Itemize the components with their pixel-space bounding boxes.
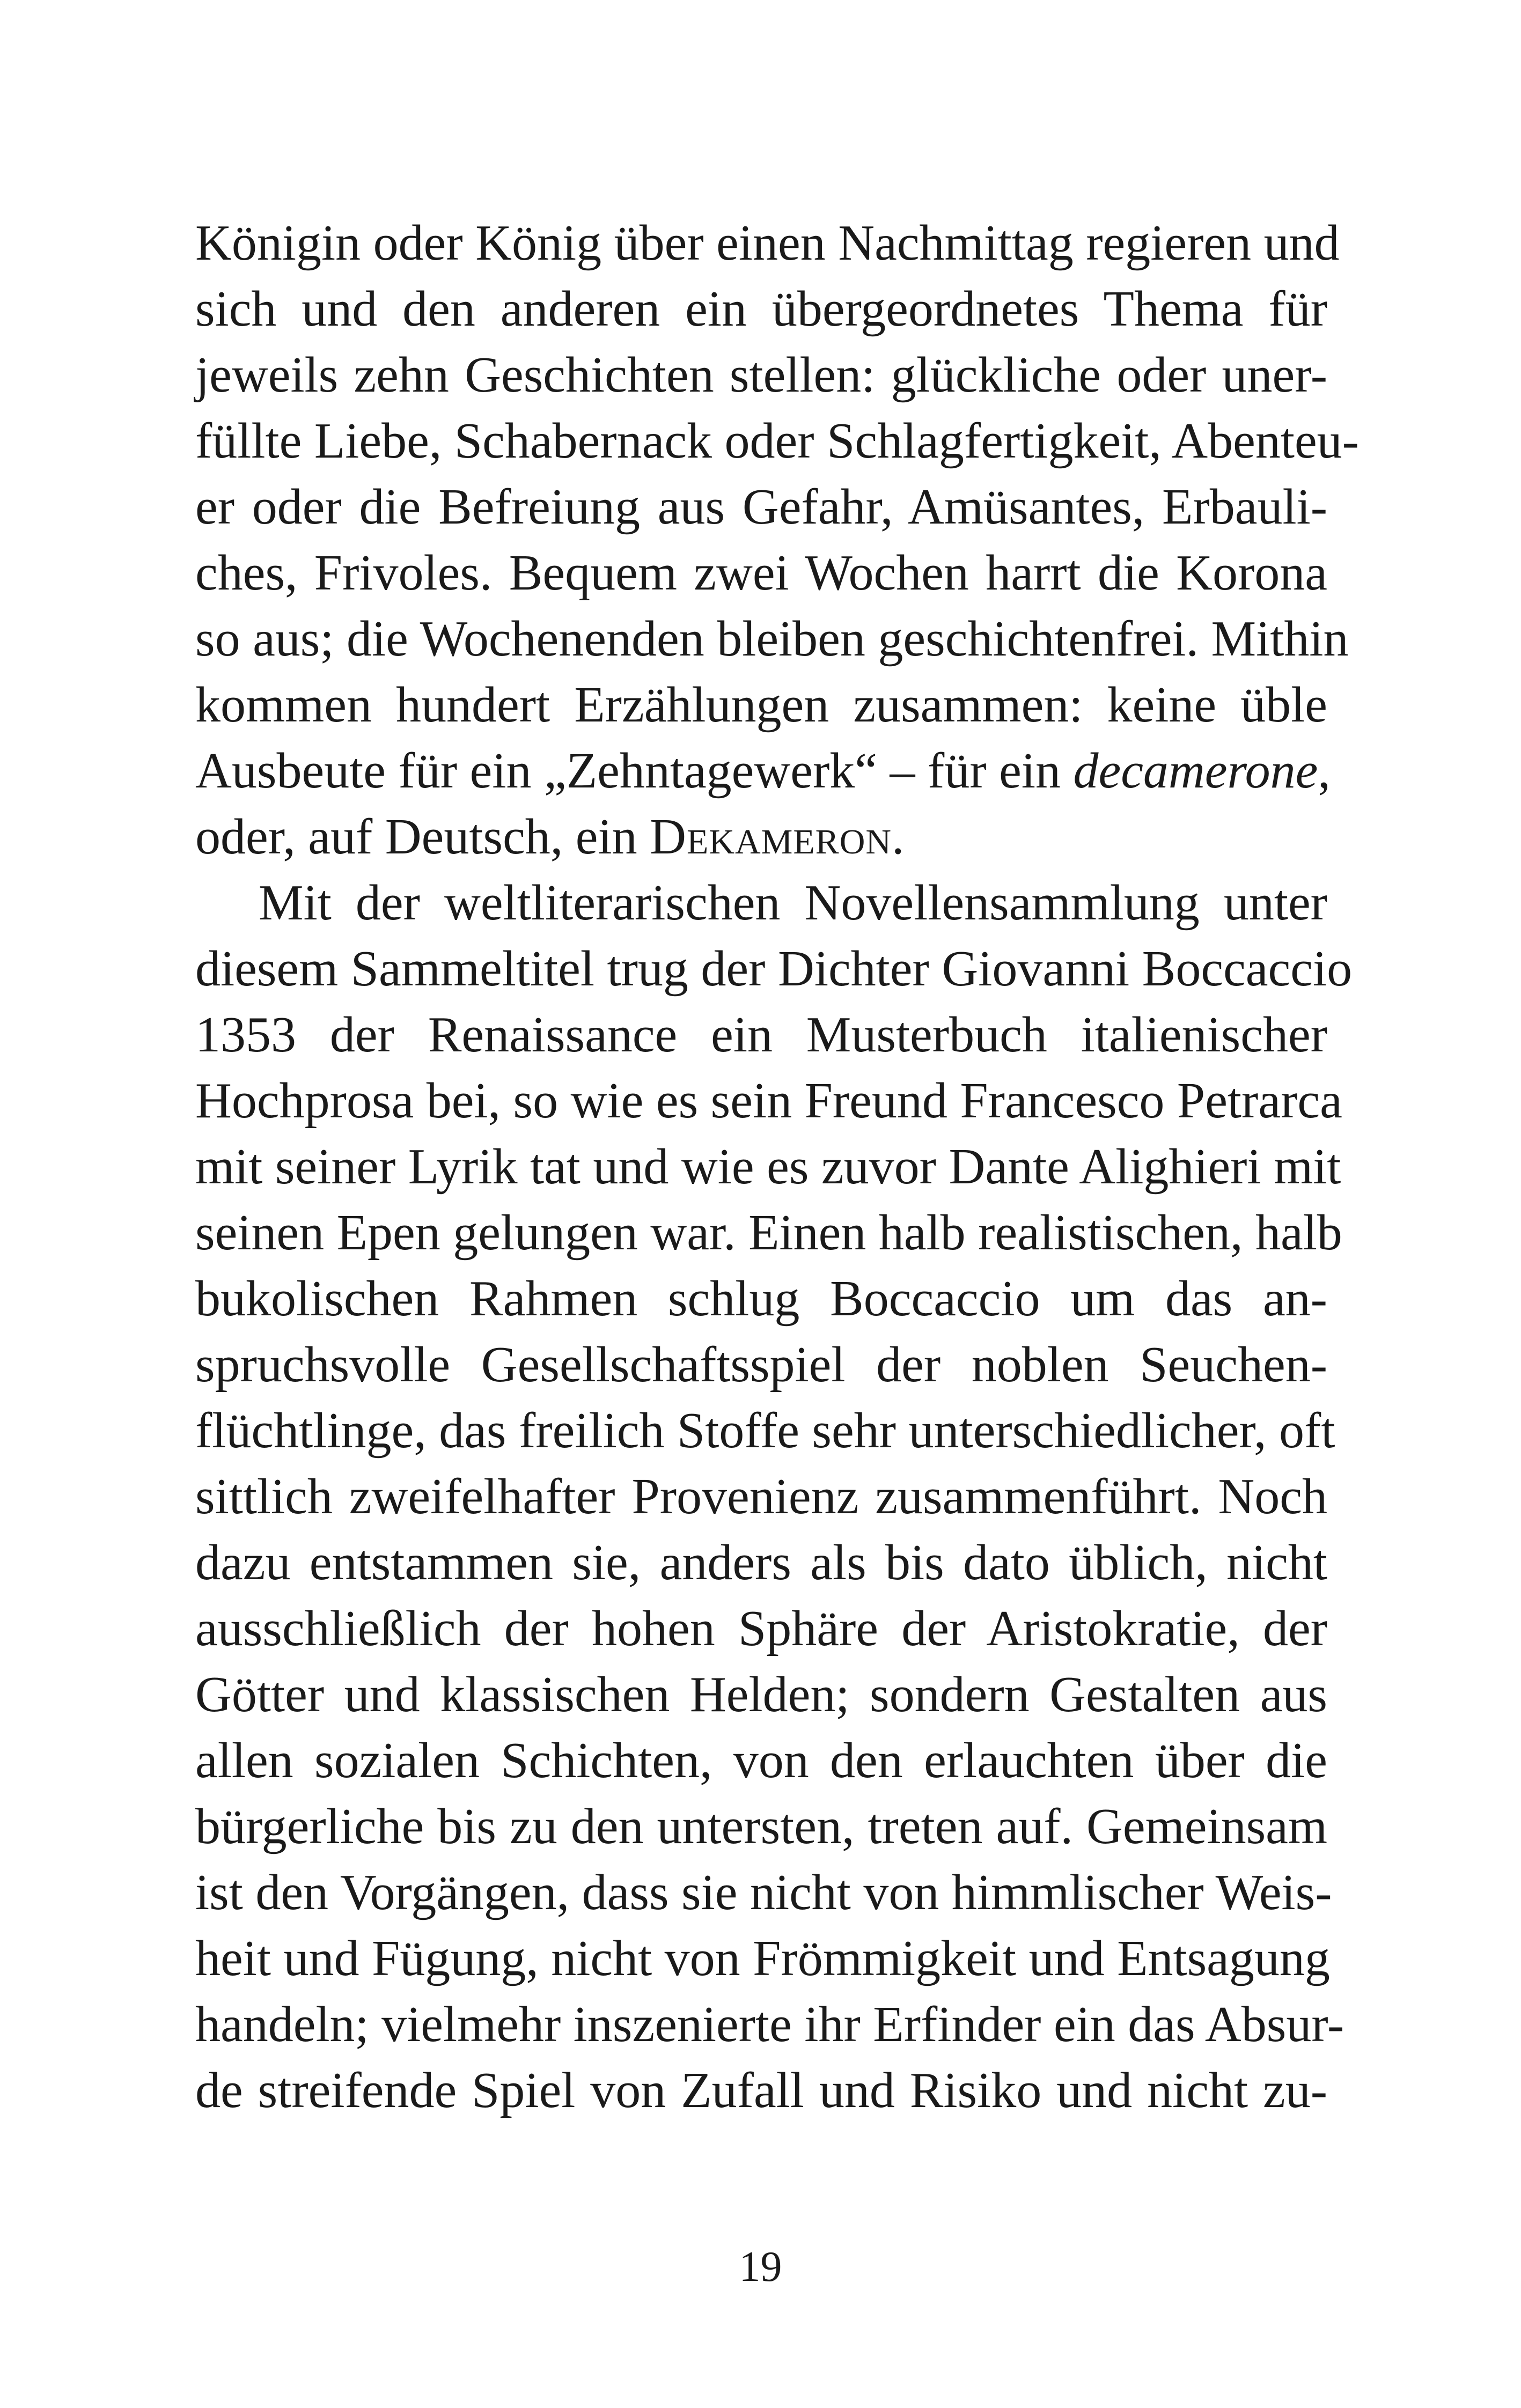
text-line: jeweils zehn Geschichten stellen: glückliche oder uner-: [195, 347, 1327, 403]
text-run: oder, auf Deutsch, ein: [195, 809, 650, 865]
text-line: [195, 738, 1331, 804]
text-line: füllte Liebe, Schabernack oder Schlagfertigkeit, Abenteu-: [195, 413, 1359, 469]
text-line: de streifende Spiel von Zufall und Risiko und nicht zu-: [195, 2063, 1327, 2118]
text-line: ausschließlich der hohen Sphäre der Aristokratie, der: [195, 1601, 1327, 1656]
text-run: .: [892, 809, 905, 865]
text-line: 1353 der Renaissance ein Musterbuch italienischer: [195, 1007, 1327, 1063]
text-line: [195, 804, 1327, 870]
text-line: Götter und klassischen Helden; sondern Gestalten aus: [195, 1667, 1327, 1722]
text-line: ches, Frivoles. Bequem zwei Wochen harrt die Korona: [195, 545, 1327, 601]
text-line: heit und Fügung, nicht von Frömmigkeit und Entsagung: [195, 1931, 1330, 1986]
text-line: kommen hundert Erzählungen zusammen: keine üble: [195, 677, 1327, 733]
text-line: diesem Sammeltitel trug der Dichter Giovanni Boccaccio: [195, 941, 1353, 997]
text-line: Mit der weltliterarischen Novellensammlung unter: [259, 875, 1327, 931]
paragraph-2: [195, 870, 1353, 2124]
text-line: er oder die Befreiung aus Gefahr, Amüsantes, Erbauli-: [195, 479, 1327, 535]
text-line: seinen Epen gelungen war. Einen halb realistischen, halb: [195, 1205, 1342, 1261]
page-number: 19: [739, 2243, 782, 2291]
text-line: ist den Vorgängen, dass sie nicht von himmlischer Weis-: [195, 1865, 1332, 1920]
text-line: mit seiner Lyrik tat und wie es zuvor Dante Alighieri mit: [195, 1139, 1341, 1195]
paragraph-1: [195, 210, 1359, 870]
text-run: Ausbeute für ein „Zehntagewerk“ – für ein: [195, 743, 1074, 799]
italic-term: decamerone: [1073, 743, 1318, 799]
body-text: [195, 210, 1359, 2124]
text-line: allen sozialen Schichten, von den erlauchten über die: [195, 1733, 1327, 1788]
text-line: dazu entstammen sie, anders als bis dato üblich, nicht: [195, 1535, 1327, 1590]
text-line: Hochprosa bei, so wie es sein Freund Francesco Petrarca: [195, 1073, 1342, 1129]
text-line: Königin oder König über einen Nachmittag regieren und: [195, 215, 1340, 271]
text-line: sittlich zweifelhafter Provenienz zusammenführt. Noch: [195, 1469, 1327, 1525]
text-line: bukolischen Rahmen schlug Boccaccio um das an-: [195, 1271, 1327, 1327]
text-line: flüchtlinge, das freilich Stoffe sehr unterschiedlicher, oft: [195, 1403, 1335, 1459]
text-line: so aus; die Wochenenden bleiben geschichtenfrei. Mithin: [195, 611, 1349, 667]
small-caps-title: Dekameron: [650, 809, 892, 865]
text-line: bürgerliche bis zu den untersten, treten auf. Gemeinsam: [195, 1799, 1327, 1854]
text-line: handeln; vielmehr inszenierte ihr Erfinder ein das Absur-: [195, 1997, 1344, 2052]
text-line: sich und den anderen ein übergeordnetes Thema für: [195, 281, 1327, 337]
text-line: spruchsvolle Gesellschaftsspiel der noblen Seuchen-: [195, 1337, 1327, 1393]
text-run: ,: [1318, 743, 1331, 799]
